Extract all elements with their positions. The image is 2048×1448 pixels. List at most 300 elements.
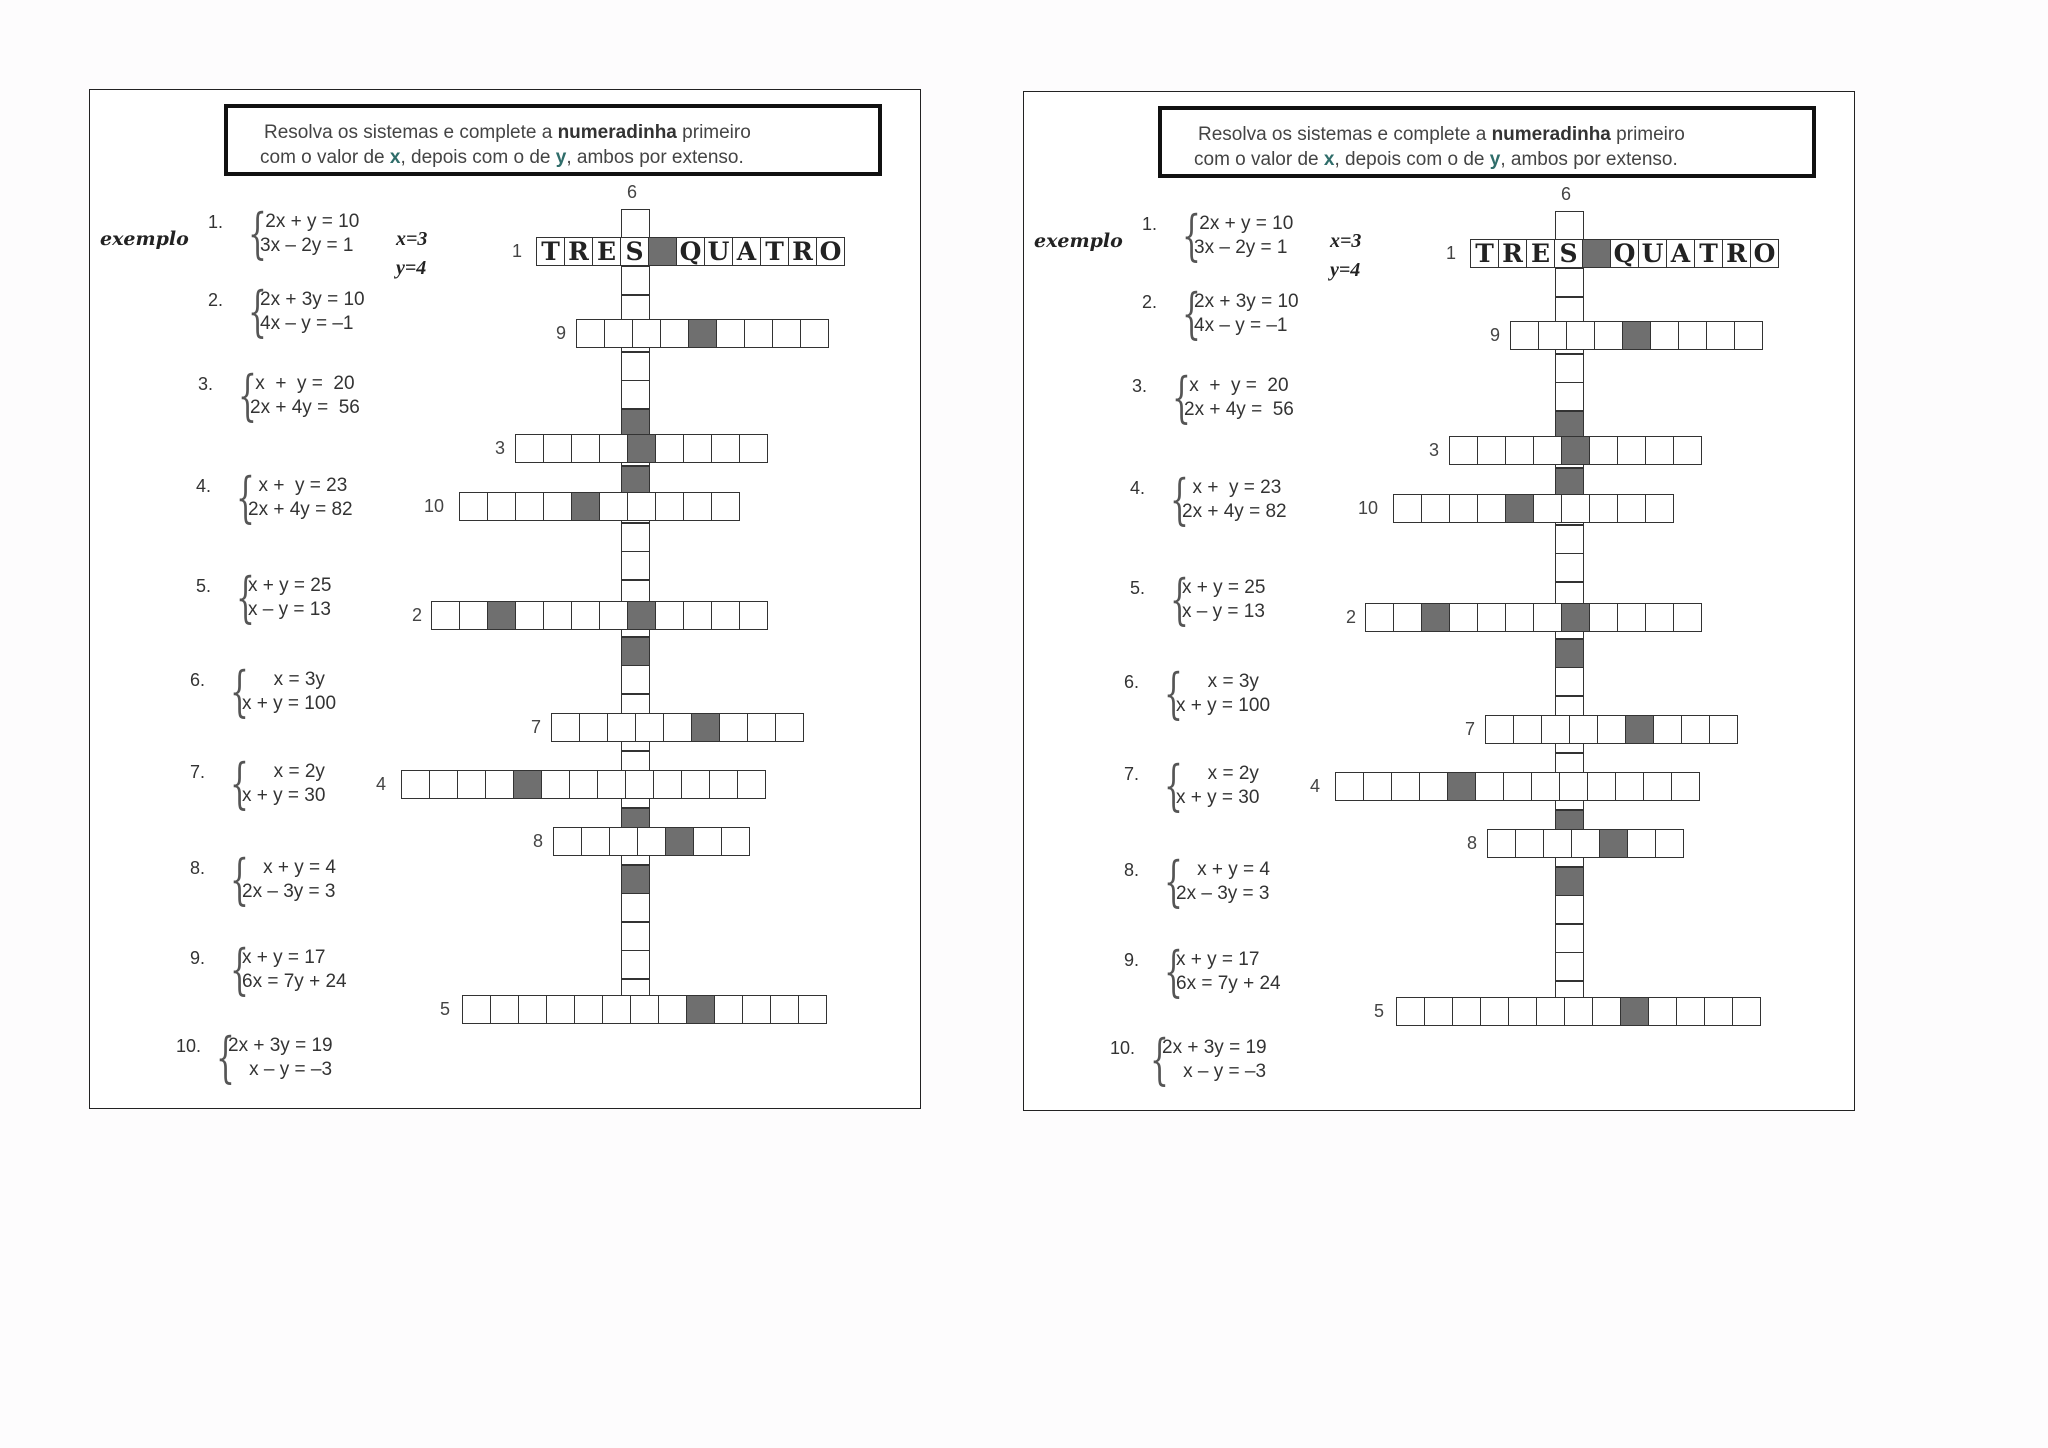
brace-symbol: { bbox=[1170, 568, 1189, 631]
clue-number: 2 bbox=[412, 605, 423, 625]
crossword-cell[interactable] bbox=[1555, 354, 1584, 383]
crossword-cell[interactable]: T bbox=[1470, 239, 1499, 268]
crossword-cell[interactable] bbox=[597, 770, 626, 799]
crossword-cell[interactable] bbox=[1515, 829, 1544, 858]
crossword-cell-black bbox=[1582, 239, 1611, 268]
brace-symbol: { bbox=[236, 566, 255, 629]
crossword-cell[interactable] bbox=[1555, 268, 1584, 297]
crossword-cell[interactable] bbox=[1424, 997, 1453, 1026]
brace-symbol: { bbox=[216, 1026, 235, 1089]
system-number: 9. bbox=[1124, 950, 1140, 970]
crossword-cell[interactable] bbox=[487, 492, 516, 521]
crossword-cell[interactable] bbox=[1533, 494, 1562, 523]
crossword-cell[interactable] bbox=[737, 770, 766, 799]
system-number: 1. bbox=[208, 212, 224, 232]
equation-1: x + y = 17 bbox=[1176, 949, 1260, 970]
crossword-cell[interactable] bbox=[1555, 525, 1584, 554]
brace-symbol: { bbox=[1164, 850, 1183, 913]
brace-symbol: { bbox=[1150, 1028, 1169, 1091]
crossword-cell[interactable] bbox=[579, 713, 608, 742]
crossword-cell-black bbox=[1622, 321, 1651, 350]
crossword-cell[interactable]: E bbox=[592, 237, 621, 266]
crossword-cell[interactable] bbox=[1335, 772, 1364, 801]
equation-2: x – y = –3 bbox=[228, 1059, 333, 1080]
crossword-cell[interactable] bbox=[1477, 603, 1506, 632]
crossword-cell-black bbox=[487, 601, 516, 630]
crossword-cell[interactable] bbox=[1555, 895, 1584, 924]
crossword-cell[interactable] bbox=[621, 380, 650, 409]
crossword-cell[interactable]: R bbox=[788, 237, 817, 266]
crossword-cell[interactable] bbox=[621, 922, 650, 951]
crossword-cell[interactable] bbox=[551, 713, 580, 742]
crossword-cell[interactable] bbox=[1678, 321, 1707, 350]
system-equations bbox=[260, 210, 359, 258]
crossword-cell[interactable] bbox=[1559, 772, 1588, 801]
system-equations bbox=[242, 856, 336, 904]
crossword-cell[interactable] bbox=[1734, 321, 1763, 350]
crossword-cell[interactable] bbox=[1555, 553, 1584, 582]
crossword-cell[interactable] bbox=[1706, 321, 1735, 350]
crossword-cell[interactable] bbox=[627, 492, 656, 521]
crossword-cell[interactable] bbox=[581, 827, 610, 856]
crossword-cell[interactable] bbox=[1587, 772, 1616, 801]
crossword-cell[interactable] bbox=[543, 601, 572, 630]
crossword-cell[interactable] bbox=[602, 995, 631, 1024]
clue-number: 7 bbox=[531, 717, 542, 737]
example-solution-y: y=4 bbox=[1330, 259, 1361, 281]
crossword-cell[interactable] bbox=[681, 770, 710, 799]
crossword-cell[interactable] bbox=[1653, 715, 1682, 744]
instructions-box bbox=[1158, 106, 1816, 178]
crossword-cell[interactable] bbox=[1643, 772, 1672, 801]
crossword-cell[interactable] bbox=[1571, 829, 1600, 858]
crossword-cell[interactable] bbox=[1555, 924, 1584, 953]
crossword-cell[interactable] bbox=[1676, 997, 1705, 1026]
crossword-cell[interactable] bbox=[457, 770, 486, 799]
crossword-cell[interactable] bbox=[772, 319, 801, 348]
crossword-cell[interactable] bbox=[1709, 715, 1738, 744]
crossword-cell[interactable] bbox=[655, 434, 684, 463]
crossword-cell[interactable]: T bbox=[760, 237, 789, 266]
system-number: 7. bbox=[190, 762, 206, 782]
equation-2: 2x – 3y = 3 bbox=[1176, 883, 1270, 904]
system-equations bbox=[1194, 290, 1299, 338]
system-equations bbox=[1176, 948, 1281, 996]
crossword-cell[interactable] bbox=[663, 713, 692, 742]
crossword-cell[interactable] bbox=[1487, 829, 1516, 858]
crossword-cell[interactable] bbox=[775, 713, 804, 742]
crossword-cell[interactable] bbox=[1485, 715, 1514, 744]
crossword-cell[interactable] bbox=[1594, 321, 1623, 350]
example-solution-x: x=3 bbox=[1330, 230, 1362, 252]
instructions-line-2: com o valor de x, depois com o de y, ambos por extenso. bbox=[1194, 149, 1678, 170]
system-equations bbox=[1184, 374, 1294, 422]
crossword-cell[interactable] bbox=[1673, 436, 1702, 465]
equation-2: x – y = –3 bbox=[1162, 1061, 1267, 1082]
crossword-cell[interactable] bbox=[621, 523, 650, 552]
crossword-cell[interactable] bbox=[739, 601, 768, 630]
equation-1: x + y = 17 bbox=[242, 947, 326, 968]
crossword-cell-black bbox=[627, 601, 656, 630]
brace-symbol: { bbox=[236, 466, 255, 529]
crossword-cell-black bbox=[1555, 867, 1584, 896]
crossword-cell[interactable] bbox=[1555, 211, 1584, 240]
crossword-cell[interactable] bbox=[1648, 997, 1677, 1026]
clue-number: 1 bbox=[1446, 243, 1457, 263]
crossword-cell-black bbox=[1561, 436, 1590, 465]
worksheet-right bbox=[1023, 91, 1855, 1111]
crossword-cell[interactable] bbox=[621, 893, 650, 922]
crossword-cell[interactable] bbox=[635, 713, 664, 742]
crossword-cell[interactable] bbox=[1477, 436, 1506, 465]
clue-number: 4 bbox=[1310, 776, 1321, 796]
crossword-cell[interactable] bbox=[1645, 494, 1674, 523]
crossword-cell[interactable]: U bbox=[704, 237, 733, 266]
brace-symbol: { bbox=[230, 660, 249, 723]
equation-1: x = 2y bbox=[1176, 763, 1259, 784]
crossword-cell[interactable] bbox=[1538, 321, 1567, 350]
crossword-cell[interactable] bbox=[1555, 667, 1584, 696]
crossword-cell[interactable] bbox=[1536, 997, 1565, 1026]
crossword-cell[interactable] bbox=[1480, 997, 1509, 1026]
crossword-cell[interactable] bbox=[1475, 772, 1504, 801]
crossword-cell[interactable] bbox=[459, 492, 488, 521]
crossword-cell[interactable] bbox=[1617, 494, 1646, 523]
equation-2: 2x – 3y = 3 bbox=[242, 881, 336, 902]
crossword-cell[interactable] bbox=[632, 319, 661, 348]
system-number: 2. bbox=[1142, 292, 1158, 312]
crossword-cell[interactable] bbox=[1503, 772, 1532, 801]
crossword-cell[interactable] bbox=[1533, 436, 1562, 465]
brace-symbol: { bbox=[248, 202, 267, 265]
crossword-cell[interactable] bbox=[1645, 603, 1674, 632]
equation-2: 4x – y = –1 bbox=[1194, 315, 1288, 336]
crossword-cell[interactable] bbox=[770, 995, 799, 1024]
crossword-cell-black bbox=[513, 770, 542, 799]
system-equations bbox=[1162, 1036, 1267, 1084]
crossword-cell[interactable] bbox=[655, 492, 684, 521]
crossword-cell[interactable] bbox=[571, 601, 600, 630]
crossword-cell[interactable] bbox=[800, 319, 829, 348]
crossword-cell[interactable] bbox=[683, 434, 712, 463]
crossword-cell[interactable] bbox=[1592, 997, 1621, 1026]
crossword-cell[interactable] bbox=[721, 827, 750, 856]
clue-number: 8 bbox=[533, 831, 544, 851]
equation-1: x = 2y bbox=[242, 761, 325, 782]
crossword-cell[interactable] bbox=[1589, 436, 1618, 465]
crossword-cell[interactable] bbox=[1363, 772, 1392, 801]
crossword-cell[interactable]: R bbox=[1722, 239, 1751, 268]
equation-2: x + y = 30 bbox=[242, 785, 326, 806]
crossword-cell[interactable] bbox=[1449, 494, 1478, 523]
crossword-cell[interactable] bbox=[1393, 603, 1422, 632]
crossword-cell[interactable] bbox=[1510, 321, 1539, 350]
crossword-cell[interactable]: T bbox=[536, 237, 565, 266]
equation-1: x + y = 20 bbox=[1184, 375, 1289, 396]
brace-symbol: { bbox=[230, 752, 249, 815]
crossword-cell[interactable] bbox=[571, 434, 600, 463]
crossword-cell[interactable]: U bbox=[1638, 239, 1667, 268]
system-equations bbox=[1194, 212, 1293, 260]
crossword-cell[interactable] bbox=[1513, 715, 1542, 744]
crossword-cell[interactable] bbox=[1543, 829, 1572, 858]
crossword-cell-black bbox=[648, 237, 677, 266]
crossword-cell-black bbox=[1447, 772, 1476, 801]
crossword-cell[interactable] bbox=[1589, 494, 1618, 523]
crossword-cell[interactable]: S bbox=[620, 237, 649, 266]
crossword-cell-black bbox=[621, 466, 650, 495]
crossword-cell[interactable] bbox=[599, 601, 628, 630]
crossword-cell[interactable] bbox=[462, 995, 491, 1024]
clue-number: 6 bbox=[627, 182, 638, 202]
system-number: 4. bbox=[196, 476, 212, 496]
crossword-cell[interactable] bbox=[621, 209, 650, 238]
crossword-cell-black bbox=[688, 319, 717, 348]
brace-symbol: { bbox=[1170, 468, 1189, 531]
crossword-cell[interactable] bbox=[1533, 603, 1562, 632]
equation-1: x = 3y bbox=[1176, 671, 1259, 692]
crossword-cell[interactable] bbox=[714, 995, 743, 1024]
system-number: 5. bbox=[196, 576, 212, 596]
system-number: 8. bbox=[1124, 860, 1140, 880]
crossword-cell[interactable] bbox=[401, 770, 430, 799]
equation-1: 2x + y = 10 bbox=[260, 211, 360, 232]
clue-number: 6 bbox=[1561, 184, 1572, 204]
crossword-cell[interactable]: S bbox=[1554, 239, 1583, 268]
crossword-cell[interactable] bbox=[1627, 829, 1656, 858]
crossword-cell[interactable] bbox=[742, 995, 771, 1024]
crossword-cell[interactable] bbox=[1531, 772, 1560, 801]
brace-symbol: { bbox=[230, 938, 249, 1001]
crossword-cell[interactable] bbox=[683, 492, 712, 521]
clue-number: 10 bbox=[424, 496, 445, 516]
crossword-cell[interactable] bbox=[515, 492, 544, 521]
crossword-cell[interactable] bbox=[747, 713, 776, 742]
equation-1: 2x + 3y = 19 bbox=[1162, 1037, 1267, 1058]
crossword-cell[interactable]: O bbox=[816, 237, 845, 266]
equation-2: 3x – 2y = 1 bbox=[1194, 237, 1288, 258]
crossword-cell[interactable] bbox=[515, 434, 544, 463]
equation-1: 2x + 3y = 10 bbox=[1194, 291, 1299, 312]
crossword-cell[interactable] bbox=[1541, 715, 1570, 744]
crossword-cell[interactable] bbox=[1396, 997, 1425, 1026]
crossword-cell[interactable] bbox=[1569, 715, 1598, 744]
crossword-cell[interactable] bbox=[604, 319, 633, 348]
crossword-cell[interactable]: Q bbox=[1610, 239, 1639, 268]
crossword-cell[interactable] bbox=[1449, 603, 1478, 632]
crossword-cell[interactable] bbox=[653, 770, 682, 799]
crossword-cell[interactable] bbox=[553, 827, 582, 856]
crossword-cell[interactable] bbox=[1597, 715, 1626, 744]
crossword-cell[interactable] bbox=[1391, 772, 1420, 801]
crossword-cell[interactable] bbox=[1704, 997, 1733, 1026]
equation-1: x = 3y bbox=[242, 669, 325, 690]
crossword-cell[interactable]: T bbox=[1694, 239, 1723, 268]
system-equations bbox=[1176, 858, 1270, 906]
clue-number: 1 bbox=[512, 241, 523, 261]
clue-number: 3 bbox=[1429, 440, 1440, 460]
system-number: 3. bbox=[198, 374, 214, 394]
crossword-cell[interactable] bbox=[429, 770, 458, 799]
crossword-cell[interactable] bbox=[490, 995, 519, 1024]
system-number: 10. bbox=[1110, 1038, 1136, 1058]
crossword-cell[interactable] bbox=[1673, 603, 1702, 632]
crossword-cell[interactable]: A bbox=[1666, 239, 1695, 268]
crossword-cell[interactable]: R bbox=[564, 237, 593, 266]
crossword-cell[interactable] bbox=[1566, 321, 1595, 350]
crossword-cell-black bbox=[621, 637, 650, 666]
crossword-cell[interactable]: Q bbox=[676, 237, 705, 266]
crossword-cell[interactable] bbox=[543, 434, 572, 463]
crossword-cell[interactable] bbox=[1421, 494, 1450, 523]
crossword-cell-black bbox=[1505, 494, 1534, 523]
crossword-cell-black bbox=[1625, 715, 1654, 744]
crossword-cell[interactable] bbox=[1564, 997, 1593, 1026]
crossword-cell[interactable] bbox=[576, 319, 605, 348]
crossword-cell[interactable] bbox=[1508, 997, 1537, 1026]
crossword-cell-black bbox=[571, 492, 600, 521]
crossword-cell[interactable] bbox=[1365, 603, 1394, 632]
crossword-cell[interactable] bbox=[1617, 436, 1646, 465]
system-equations bbox=[242, 946, 347, 994]
crossword-cell[interactable] bbox=[1671, 772, 1700, 801]
crossword-cell[interactable] bbox=[637, 827, 666, 856]
crossword-cell[interactable] bbox=[621, 950, 650, 979]
crossword-cell[interactable] bbox=[431, 601, 460, 630]
crossword-cell[interactable] bbox=[621, 266, 650, 295]
crossword-cell[interactable] bbox=[1555, 952, 1584, 981]
crossword-cell[interactable] bbox=[459, 601, 488, 630]
crossword-cell[interactable] bbox=[630, 995, 659, 1024]
equation-1: x + y = 23 bbox=[1182, 477, 1282, 498]
crossword-cell[interactable] bbox=[683, 601, 712, 630]
crossword-cell[interactable] bbox=[798, 995, 827, 1024]
crossword-cell[interactable] bbox=[1681, 715, 1710, 744]
system-number: 3. bbox=[1132, 376, 1148, 396]
system-number: 1. bbox=[1142, 214, 1158, 234]
equation-2: 6x = 7y + 24 bbox=[1176, 973, 1281, 994]
clue-number: 5 bbox=[1374, 1001, 1385, 1021]
crossword-cell[interactable] bbox=[716, 319, 745, 348]
example-solution bbox=[396, 225, 427, 283]
system-number: 8. bbox=[190, 858, 206, 878]
equation-2: 3x – 2y = 1 bbox=[260, 235, 354, 256]
crossword-cell[interactable] bbox=[1555, 382, 1584, 411]
crossword-cell[interactable] bbox=[655, 601, 684, 630]
clue-number: 3 bbox=[495, 438, 506, 458]
crossword-cell[interactable] bbox=[1419, 772, 1448, 801]
clue-number: 9 bbox=[1490, 325, 1501, 345]
crossword-cell[interactable] bbox=[621, 352, 650, 381]
crossword-cell[interactable] bbox=[1645, 436, 1674, 465]
crossword-cell[interactable] bbox=[660, 319, 689, 348]
crossword-cell[interactable] bbox=[711, 492, 740, 521]
system-equations bbox=[242, 760, 325, 808]
crossword-cell[interactable] bbox=[541, 770, 570, 799]
crossword-cell[interactable] bbox=[1732, 997, 1761, 1026]
system-equations bbox=[228, 1034, 333, 1082]
crossword-cell[interactable] bbox=[1452, 997, 1481, 1026]
crossword-cell[interactable] bbox=[1449, 436, 1478, 465]
clue-number: 2 bbox=[1346, 607, 1357, 627]
crossword-cell[interactable] bbox=[1655, 829, 1684, 858]
brace-symbol: { bbox=[238, 364, 257, 427]
crossword-cell[interactable] bbox=[609, 827, 638, 856]
system-number: 6. bbox=[1124, 672, 1140, 692]
crossword-cell[interactable] bbox=[543, 492, 572, 521]
crossword-cell-black bbox=[1555, 639, 1584, 668]
system-equations bbox=[1182, 576, 1265, 624]
crossword-cell[interactable]: O bbox=[1750, 239, 1779, 268]
crossword-cell[interactable] bbox=[621, 665, 650, 694]
crossword-cell[interactable] bbox=[711, 601, 740, 630]
crossword-cell[interactable] bbox=[693, 827, 722, 856]
worksheet-left bbox=[89, 89, 921, 1109]
system-equations bbox=[248, 474, 353, 522]
crossword-cell[interactable] bbox=[1505, 436, 1534, 465]
system-equations bbox=[260, 288, 365, 336]
instructions-box bbox=[224, 104, 882, 176]
crossword-cell[interactable] bbox=[1589, 603, 1618, 632]
crossword-cell[interactable] bbox=[1505, 603, 1534, 632]
crossword-cell[interactable] bbox=[1650, 321, 1679, 350]
example-label: exemplo bbox=[1034, 230, 1123, 252]
crossword-cell[interactable] bbox=[621, 551, 650, 580]
crossword-cell[interactable] bbox=[515, 601, 544, 630]
crossword-cell[interactable] bbox=[1561, 494, 1590, 523]
crossword-cell[interactable] bbox=[625, 770, 654, 799]
crossword-cell[interactable] bbox=[546, 995, 575, 1024]
crossword-cell[interactable] bbox=[658, 995, 687, 1024]
crossword-cell[interactable] bbox=[518, 995, 547, 1024]
crossword-cell[interactable] bbox=[711, 434, 740, 463]
instructions-line-1: Resolva os sistemas e complete a numeradinha primeiro bbox=[264, 122, 751, 143]
crossword-cell[interactable] bbox=[1477, 494, 1506, 523]
equation-2: x + y = 30 bbox=[1176, 787, 1260, 808]
system-number: 7. bbox=[1124, 764, 1140, 784]
crossword-cell-black bbox=[627, 434, 656, 463]
crossword-cell-black bbox=[1599, 829, 1628, 858]
example-label: exemplo bbox=[100, 228, 189, 250]
crossword-cell[interactable]: E bbox=[1526, 239, 1555, 268]
equation-1: 2x + 3y = 19 bbox=[228, 1035, 333, 1056]
crossword-cell-black bbox=[686, 995, 715, 1024]
equation-2: 4x – y = –1 bbox=[260, 313, 354, 334]
crossword-cell[interactable] bbox=[739, 434, 768, 463]
crossword-cell[interactable] bbox=[709, 770, 738, 799]
crossword-cell[interactable] bbox=[1617, 603, 1646, 632]
equation-1: 2x + 3y = 10 bbox=[260, 289, 365, 310]
crossword-cell[interactable] bbox=[485, 770, 514, 799]
crossword-cell[interactable] bbox=[744, 319, 773, 348]
crossword-cell[interactable] bbox=[569, 770, 598, 799]
crossword-cell[interactable] bbox=[599, 492, 628, 521]
crossword-cell[interactable] bbox=[574, 995, 603, 1024]
crossword-cell[interactable] bbox=[1615, 772, 1644, 801]
system-equations bbox=[1176, 762, 1259, 810]
equation-2: 2x + 4y = 56 bbox=[250, 397, 360, 418]
crossword-cell[interactable] bbox=[1393, 494, 1422, 523]
crossword-cell[interactable]: A bbox=[732, 237, 761, 266]
equation-1: x + y = 25 bbox=[1182, 577, 1266, 598]
crossword-cell[interactable] bbox=[719, 713, 748, 742]
equation-2: x – y = 13 bbox=[1182, 601, 1265, 622]
brace-symbol: { bbox=[248, 280, 267, 343]
crossword-cell[interactable] bbox=[607, 713, 636, 742]
clue-number: 8 bbox=[1467, 833, 1478, 853]
crossword-cell[interactable]: R bbox=[1498, 239, 1527, 268]
crossword-cell[interactable] bbox=[599, 434, 628, 463]
